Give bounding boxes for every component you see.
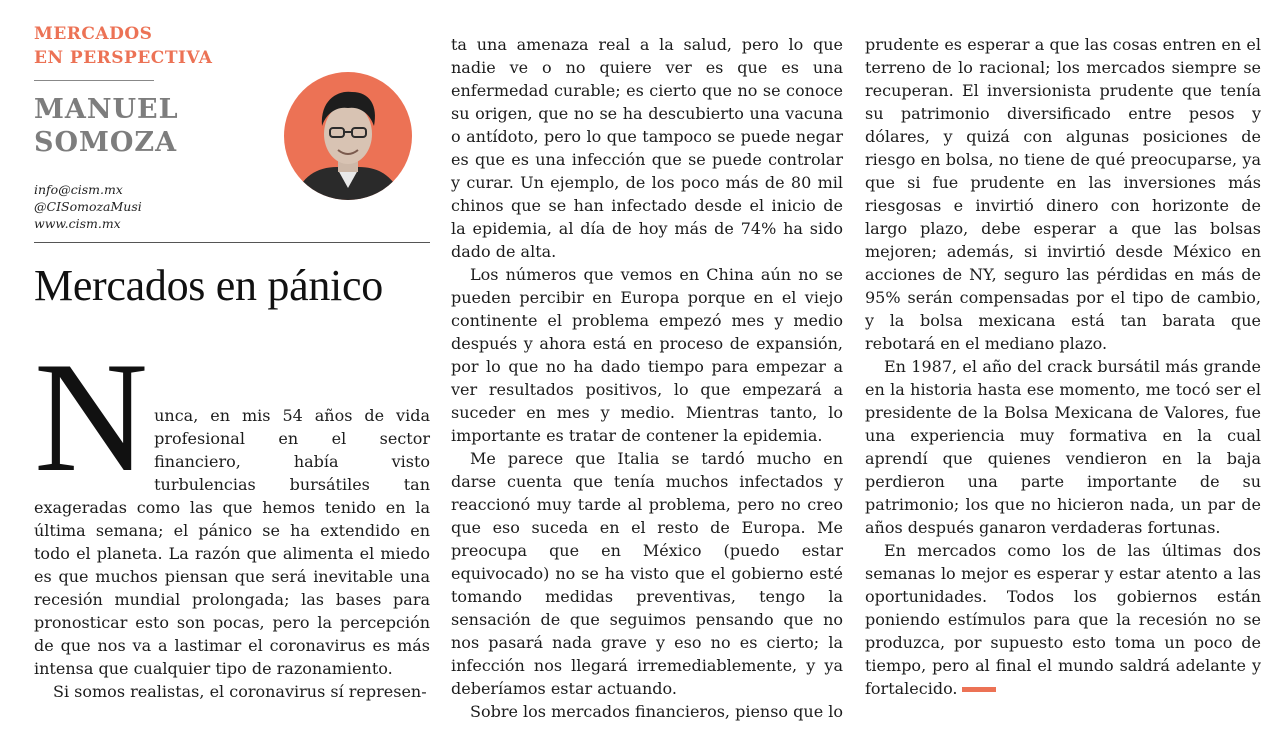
paragraph-text: En mercados como los de las últimas dos semanas lo mejor es esperar y estar atento a las oportunidades. Todos los gobiernos están poniendo estímulos para que la recesión no se produzca, por supuesto esto toma un poco de tiempo, pero al final el mundo saldrá adelante y fortalecido. <box>865 541 1261 698</box>
article-headline: Mercados en pánico <box>34 261 383 310</box>
column-3 <box>865 33 1261 700</box>
end-mark <box>962 687 996 692</box>
section-label-line-1: MERCADOS <box>34 24 153 44</box>
paragraph: Si somos realistas, el coronavirus sí represen- <box>53 682 427 701</box>
header-divider <box>34 242 430 243</box>
paragraph: Me parece que Italia se tardó mucho en darse cuenta que tenía muchos infectados y reaccionó muy tarde al problema, pero no creo que eso suceda en el resto de Europa. Me preocupa que en México (puedo estar equivocado) no se ha visto que el gobierno esté tomando medidas preventivas, tengo la sensación de que seguimos pensando que no nos pasará nada grave y eso no es cierto; la infección nos llegará irremediablemente, y ya deberíamos estar actuando. <box>451 449 843 698</box>
author-last-name: SOMOZA <box>34 127 178 158</box>
column-2 <box>451 33 843 723</box>
paragraph: Sobre los mercados financieros, pienso que lo <box>470 702 843 721</box>
author-website: www.cism.mx <box>34 216 121 231</box>
section-label-line-2: EN PERSPECTIVA <box>34 48 213 68</box>
divider <box>34 80 154 81</box>
paragraph: ta una amenaza real a la salud, pero lo que nadie ve o no quiere ver es que es una enfermedad curable; es cierto que no se conoce su origen, que no se ha descubierto una vacuna o antídoto, pero lo que tampoco se puede negar es que es una infección que se puede controlar y curar. Un ejemplo, de los poco más de 80 mil chinos que se han infectado desde el inicio de la epidemia, al día de hoy más de 74% ha sido dado de alta. <box>451 35 843 261</box>
paragraph: prudente es esperar a que las cosas entren en el terreno de lo racional; los mercados siempre se recuperan. El inversionista prudente que tenía su patrimonio diversificado entre pesos y dólares, y quizá con algunas posiciones de riesgo en bolsa, no tiene de qué preocuparse, ya que si fue prudente en las inversiones más riesgosas e invirtió dinero con horizonte de largo plazo, debe esperar a que las bolsas mejoren; además, si invirtió desde México en acciones de NY, seguro las pérdidas en más de 95% serán compensadas por el tipo de cambio, y la bolsa mexicana está tan barata que rebotará en el mediano plazo. <box>865 35 1261 353</box>
drop-cap: N <box>34 330 149 505</box>
section-label <box>34 22 430 70</box>
author-email: info@cism.mx <box>34 182 123 197</box>
paragraph: Los números que vemos en China aún no se pueden percibir en Europa porque en el viejo continente el problema empezó mes y medio después y ahora está en proceso de expansión, por lo que no ha dado tiempo para empezar a ver resultados positivos, lo que empezará a suceder en mes y medio. Mientras tanto, lo importante es tratar de contener la epidemia. <box>451 265 843 445</box>
paragraph <box>865 539 1261 700</box>
author-first-name: MANUEL <box>34 94 179 125</box>
paragraph: unca, en mis 54 años de vida profesional en el sector financiero, había visto turbulencias bursátiles tan exageradas como las que hemos tenido en la última semana; el pánico se ha extendido en todo el planeta. La razón que alimenta el miedo es que muchos piensan que será inevitable una recesión mundial prolongada; las bases para pronosticar esto son pocas, pero la percepción de que nos va a lastimar el coronavirus es más intensa que cualquier tipo de razonamiento. <box>34 406 430 678</box>
author-portrait <box>284 72 412 200</box>
author-twitter: @CISomozaMusi <box>34 199 142 214</box>
column-1 <box>34 0 430 701</box>
paragraph: En 1987, el año del crack bursátil más grande en la historia hasta ese momento, me tocó ser el presidente de la Bolsa Mexicana de Valores, fue una experiencia muy formativa en la cual aprendí que quienes vendieron en la baja perdieron una parte importante de su patrimonio; los que no hicieron nada, un par de años después ganaron verdaderas fortunas. <box>865 357 1261 537</box>
column-1-body <box>34 330 430 703</box>
